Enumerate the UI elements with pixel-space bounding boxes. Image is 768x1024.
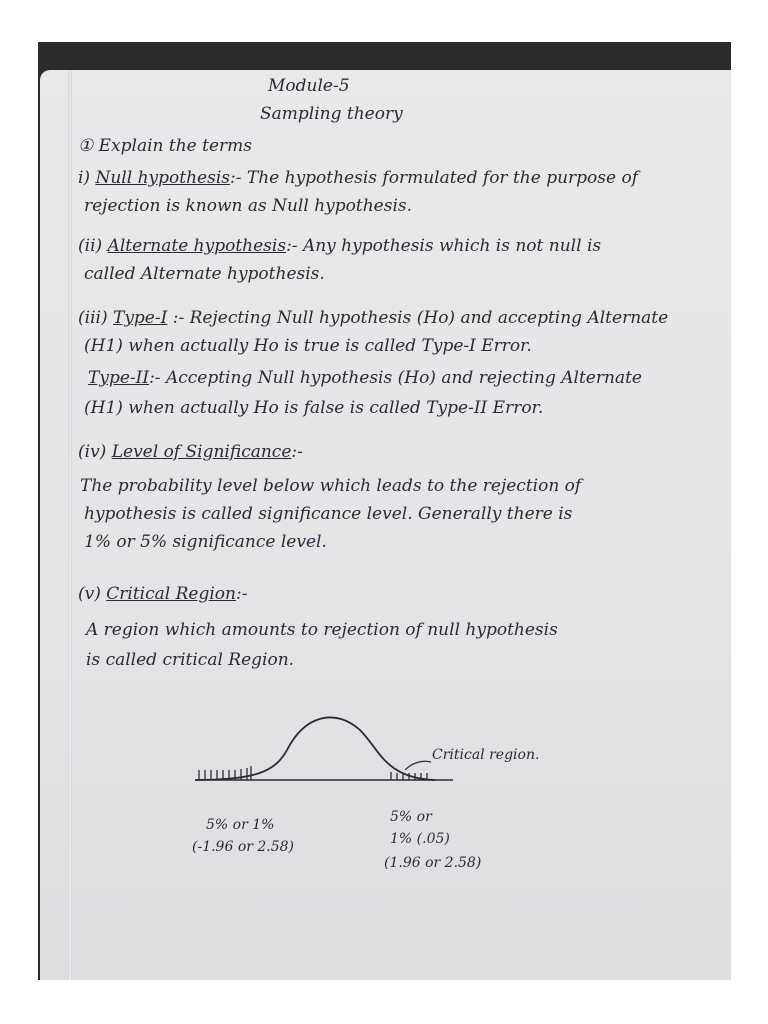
item-number: (iii)	[78, 308, 108, 328]
left-tail-percent-label: 5% or 1%	[206, 817, 275, 833]
definition-line: rejection is known as Null hypothesis.	[84, 196, 413, 216]
term-separator: :-	[235, 584, 248, 604]
item-alternate-hypothesis	[78, 238, 601, 255]
notebook-photo	[38, 42, 731, 980]
item-number: (ii)	[78, 236, 103, 256]
item-type-one	[78, 310, 668, 327]
term-alternate-hypothesis: Alternate hypothesis	[107, 236, 287, 256]
term-separator: :-	[291, 442, 303, 462]
item-null-hypothesis	[78, 170, 638, 187]
item-critical-region	[78, 586, 247, 603]
definition-line: The probability level below which leads to the rejection of	[80, 476, 582, 496]
item-type-two	[88, 370, 642, 387]
term-critical-region: Critical Region	[106, 584, 236, 604]
definition-line: 1% or 5% significance level.	[84, 532, 327, 552]
definition-line: Any hypothesis which is not null is	[302, 236, 602, 256]
definition-line: hypothesis is called significance level. Generally there is	[84, 504, 573, 524]
term-null-hypothesis: Null hypothesis	[95, 168, 230, 188]
term-type-two: Type-II	[88, 368, 150, 388]
critical-region-pointer	[405, 761, 431, 770]
definition-line: (H1) when actually Ho is true is called Type-I Error.	[84, 336, 532, 356]
definition-line: (H1) when actually Ho is false is called Type-II Error.	[84, 398, 544, 418]
definition-line: called Alternate hypothesis.	[84, 264, 325, 284]
right-critical-hatching	[391, 772, 427, 780]
right-tail-percent-label: 5% or	[390, 809, 432, 825]
question-heading: ① Explain the terms	[78, 136, 252, 156]
term-type-one: Type-I	[112, 308, 168, 328]
item-number: i)	[78, 168, 91, 188]
handwritten-notes	[40, 70, 731, 980]
term-separator: :-	[286, 236, 303, 256]
definition-line: Rejecting Null hypothesis (Ho) and accepting Alternate	[189, 308, 669, 328]
definition-line: Accepting Null hypothesis (Ho) and rejecting Alternate	[165, 368, 642, 388]
definition-line: The hypothesis formulated for the purpose of	[246, 168, 638, 188]
module-title: Module-5	[268, 76, 350, 96]
right-tail-alpha-label: 1% (.05)	[390, 831, 450, 847]
left-critical-hatching	[199, 766, 251, 780]
normal-curve-diagram	[195, 710, 495, 800]
left-tail-z-label: (-1.96 or 2.58)	[192, 839, 295, 855]
item-level-of-significance	[78, 444, 303, 461]
subject-title: Sampling theory	[260, 104, 403, 124]
notebook-page	[40, 70, 731, 980]
bell-curve-line	[195, 717, 435, 780]
item-number: (v)	[78, 584, 101, 604]
term-separator: :-	[167, 308, 190, 328]
term-separator: :-	[229, 168, 247, 188]
term-separator: :-	[149, 368, 166, 388]
right-tail-z-label: (1.96 or 2.58)	[384, 855, 482, 871]
item-number: (iv)	[78, 442, 107, 462]
critical-region-label: Critical region.	[432, 747, 540, 763]
term-level-of-significance: Level of Significance	[111, 442, 292, 462]
definition-line: A region which amounts to rejection of null hypothesis	[86, 620, 558, 640]
definition-line: is called critical Region.	[86, 650, 295, 670]
